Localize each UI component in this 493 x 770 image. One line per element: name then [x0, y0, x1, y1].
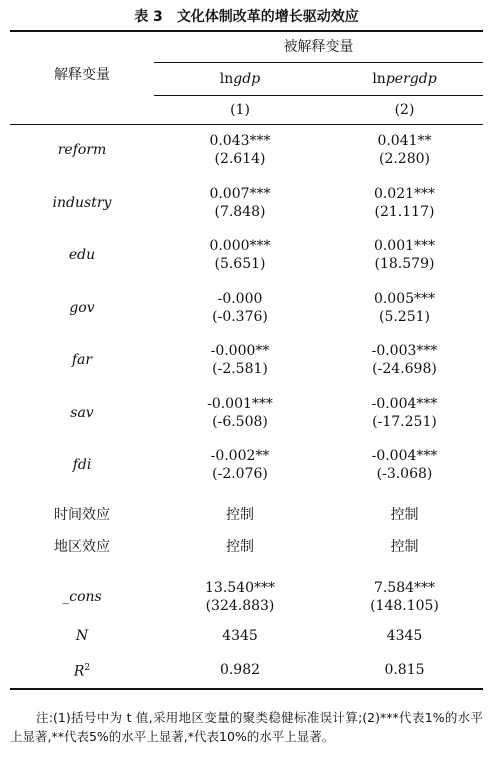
table-note: 注:(1)括号中为 t 值,采用地区变量的聚类稳健标准误计算;(2)***代表1%的水平上显著,**代表5%的水平上显著,*代表10%的水平上显著。: [10, 710, 483, 744]
col1-coefficient: -0.000**: [210, 343, 270, 359]
col2-coefficient: 0.005***: [373, 290, 436, 307]
dependent-variable-header: 被解释变量: [283, 39, 354, 55]
header-mid-rule: [154, 95, 483, 96]
variable-label: gov: [69, 299, 95, 316]
col2-t-value: (-3.068): [376, 466, 433, 482]
col2-r-squared: 0.815: [384, 662, 425, 678]
col2-control: 控制: [390, 507, 419, 523]
col1-sample-size: 4345: [222, 628, 258, 644]
col2-t-value: (148.105): [370, 598, 439, 614]
col2-control: 控制: [390, 539, 419, 555]
col1-coefficient: -0.001***: [207, 395, 273, 412]
col1-t-value: (-2.076): [212, 466, 268, 482]
col2-coefficient: -0.003***: [371, 343, 438, 359]
col1-t-value: (-0.376): [212, 308, 268, 325]
variable-label: sav: [70, 404, 94, 421]
variable-label: far: [71, 352, 93, 368]
col2-header-text: pergdp: [385, 71, 437, 87]
col1-coefficient: -0.000: [217, 290, 263, 307]
stub-header: 解释变量: [54, 67, 110, 83]
col2-t-value: (21.117): [374, 203, 435, 220]
col2-t-value: (-24.698): [372, 361, 437, 377]
control-label: 时间效应: [54, 507, 110, 523]
col1-t-value: (5.651): [214, 256, 266, 272]
col1-number: (1): [230, 102, 250, 118]
r-squared-exponent: 2: [84, 663, 91, 673]
col1-control: 控制: [226, 539, 254, 555]
variable-label: fdi: [72, 457, 92, 473]
col1-t-value: (-2.581): [212, 361, 268, 377]
col1-header-text: gdp: [233, 71, 261, 87]
table-caption: [0, 6, 493, 26]
col1-t-value: (7.848): [214, 203, 266, 220]
group-rule: [154, 62, 483, 63]
col2-sample-size: 4345: [386, 628, 423, 644]
bottom-rule: [10, 688, 483, 690]
col1-t-value: (-6.508): [212, 413, 268, 430]
variable-label: _cons: [62, 589, 102, 605]
table-title: 文化体制改革的增长驱动效应: [176, 9, 359, 25]
col1-control: 控制: [226, 507, 254, 523]
col2-t-value: (2.280): [378, 151, 430, 167]
variable-label: industry: [52, 194, 112, 211]
col2-header: lnpergdp: [372, 71, 437, 87]
col1-t-value: (2.614): [214, 151, 266, 167]
variable-label: reform: [57, 142, 107, 158]
header-bottom-rule: [10, 124, 483, 125]
variable-label: edu: [68, 247, 96, 263]
col1-t-value: (324.883): [205, 598, 275, 614]
col2-coefficient: 0.041**: [377, 133, 432, 149]
col2-coefficient: 7.584***: [373, 580, 436, 596]
r-squared-letter: R: [73, 663, 85, 680]
col2-coefficient: 0.021***: [373, 185, 436, 202]
col1-coefficient: 13.540***: [205, 580, 275, 596]
col2-coefficient: -0.004***: [371, 448, 438, 464]
col1-coefficient: 0.007***: [209, 185, 271, 202]
col2-t-value: (5.251): [378, 308, 430, 325]
col2-coefficient: -0.004***: [371, 395, 438, 412]
col2-coefficient: 0.001***: [373, 238, 436, 254]
col1-coefficient: -0.002**: [210, 448, 270, 464]
sample-size-label: N: [75, 628, 89, 644]
col2-t-value: (18.579): [374, 256, 435, 272]
r-squared-label: [10, 659, 154, 681]
col2-t-value: (-17.251): [372, 413, 437, 430]
col1-r-squared: 0.982: [219, 662, 261, 678]
col1-header: lngdp: [219, 71, 261, 87]
col1-coefficient: 0.043***: [209, 133, 271, 149]
control-label: 地区效应: [54, 539, 110, 555]
table-number: 表 3: [134, 9, 163, 25]
col1-coefficient: 0.000***: [209, 238, 271, 254]
top-rule: [10, 30, 483, 32]
col2-number: (2): [394, 102, 415, 118]
